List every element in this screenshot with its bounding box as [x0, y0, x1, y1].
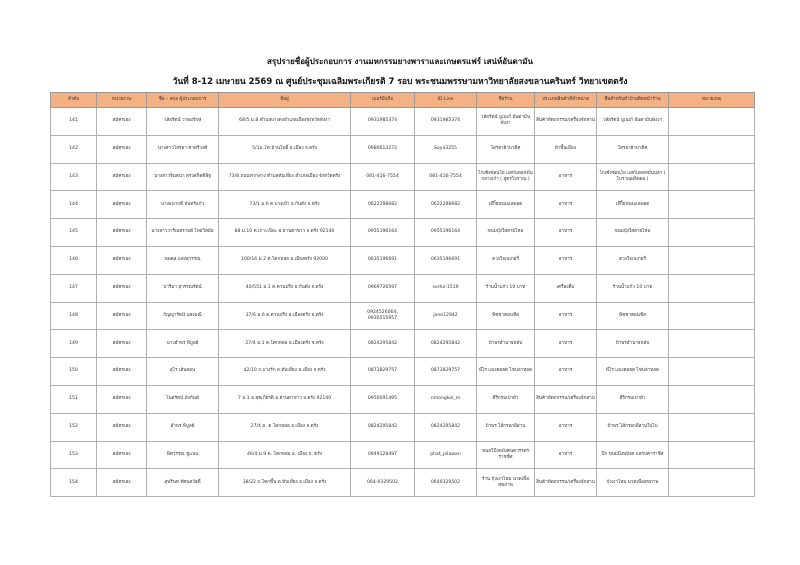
cell-name: โนสรัตน์ มังกันต์ — [147, 385, 219, 413]
cell-agency: สมัครเอง — [97, 358, 147, 386]
cell-agency: สมัครเอง — [97, 135, 147, 163]
cell-product-type: สินค้าหัตถกรรม/เครื่องจักสาน — [535, 385, 597, 413]
cell-no: 151 — [51, 385, 97, 413]
cell-line-id: 081-416-7554 — [415, 163, 477, 191]
table-row — [51, 469, 755, 497]
cell-name: นางสาวโสรยา ชาตรีวงศ์ — [147, 135, 219, 163]
table-row — [51, 191, 755, 219]
cell-product-type: เครื่องดื่ม — [535, 274, 597, 302]
cell-remark — [669, 219, 755, 247]
cell-shop-name: สิริกรมเป่าผ้า — [477, 385, 535, 413]
cell-line-id: 0955196164 — [415, 219, 477, 247]
cell-sign-name: พิชชาคอนชีส — [597, 302, 669, 330]
cell-sign-name: สิริกรมเป่าผ้า — [597, 385, 669, 413]
header-no: ลำดับ — [51, 93, 97, 108]
cell-name: ปาริมา สุวรรณรัตน์ — [147, 274, 219, 302]
cell-mobile: 0622298682 — [351, 191, 415, 219]
cell-no: 142 — [51, 135, 97, 163]
table-row — [51, 441, 755, 469]
cell-remark — [669, 441, 755, 469]
table-row — [51, 358, 755, 386]
cell-product-type: อาหาร — [535, 163, 597, 191]
cell-shop-name: ร้าน กุ้งเงาไหม นวดเพื่อสุขภาพ — [477, 469, 535, 497]
header-line-id: ID Line — [415, 93, 477, 108]
cell-product-type: อาหาร — [535, 330, 597, 358]
cell-address: 73/1 ม.6 ต.บางเป้า อ.กันตัง จ.ตรัง — [219, 191, 351, 219]
cell-shop-name: วลัยรัตน์ บูเนเก้ อันดามันพังงา — [477, 108, 535, 136]
cell-address: 40/551 ม.1 ต.ควนปริง อ.กันตัง จ.ตรัง — [219, 274, 351, 302]
exhibitor-table — [50, 92, 755, 497]
cell-shop-name: ป้าพร ไส้กรอกอีสาน — [477, 413, 535, 441]
cell-no: 154 — [51, 469, 97, 497]
cell-mobile: 0980613272 — [351, 135, 415, 163]
cell-remark — [669, 163, 755, 191]
cell-name: อำพร พิบูลย์ — [147, 413, 219, 441]
cell-agency: สมัครเอง — [97, 163, 147, 191]
cell-mobile: 0635196691 — [351, 246, 415, 274]
cell-line-id: nmongkol_m — [415, 385, 477, 413]
cell-remark — [669, 358, 755, 386]
cell-sign-name: ร้านน้ำแก้ว 10 บาท — [597, 274, 669, 302]
cell-remark — [669, 246, 755, 274]
table-row — [51, 330, 755, 358]
table-row — [51, 108, 755, 136]
cell-sign-name: พี่ไร แมงคอยด ไข่ปลาทอด — [597, 358, 669, 386]
cell-product-type: อาหาร — [535, 219, 597, 247]
cell-line-id: phat_pilawan — [415, 441, 477, 469]
table-body — [51, 108, 755, 497]
cell-mobile: 0969726597 — [351, 274, 415, 302]
cell-product-type: อาหาร — [535, 246, 597, 274]
cell-product-type: อาหาร — [535, 302, 597, 330]
cell-agency: สมัครเอง — [97, 441, 147, 469]
cell-shop-name: พี่ไร แมงคอยด ไข่ปลาทอด — [477, 358, 535, 386]
cell-agency: สมัครเอง — [97, 385, 147, 413]
cell-name: พิศวรรณ ชูแนบ — [147, 441, 219, 469]
cell-mobile: 081-416-7554 — [351, 163, 415, 191]
cell-remark — [669, 191, 755, 219]
cell-address: 42/10 ถ.บางรัก ต.ทับเที่ยง อ.เมือง จ.ตรัง — [219, 358, 351, 386]
cell-mobile: 0824295842 — [351, 413, 415, 441]
cell-remark — [669, 413, 755, 441]
cell-name: อุไร เส้นสอน — [147, 358, 219, 386]
table-row — [51, 385, 755, 413]
cell-mobile: 0873829757 — [351, 358, 415, 386]
table-row — [51, 274, 755, 302]
cell-mobile: 0824295842 — [351, 330, 415, 358]
cell-remark — [669, 469, 755, 497]
cell-line-id: 0824295842 — [415, 413, 477, 441]
cell-no: 152 — [51, 413, 97, 441]
cell-line-id: 0635196691 — [415, 246, 477, 274]
cell-line-id: jane12942 — [415, 302, 477, 330]
cell-mobile: 0949128497 — [351, 441, 415, 469]
table-row — [51, 135, 755, 163]
cell-sign-name: วลัยรัตน์ บูเนเก้ อันดามันพังงา — [597, 108, 669, 136]
cell-line-id: 0931985374 — [415, 108, 477, 136]
cell-name: นางสาวจินตนา ตรงสกิตติพิฐ — [147, 163, 219, 191]
cell-no: 153 — [51, 441, 97, 469]
cell-product-type: อาหาร — [535, 358, 597, 386]
cell-product-type: สินค้าหัตถกรรม/เครื่องจักสาน — [535, 108, 597, 136]
cell-line-id: Soya3255 — [415, 135, 477, 163]
cell-line-id: sorha-1519 — [415, 274, 477, 302]
cell-shop-name: เจ๊กิ้ยขนมแลพอด — [477, 191, 535, 219]
cell-product-type: อาหาร — [535, 441, 597, 469]
cell-sign-name: โสรยาผ้าบาติค — [597, 135, 669, 163]
cell-address: 88 ม.10 ต.เกาะเปียะ อ.ย่านตาขาว จ.ตรัง 92140 — [219, 219, 351, 247]
cell-sign-name: กุ้งเงาไหม นวดเพื่อสุขภาพ — [597, 469, 669, 497]
header-mobile: เบอร์มือถือ — [351, 93, 415, 108]
cell-mobile: 0950091495 — [351, 385, 415, 413]
cell-agency: สมัครเอง — [97, 413, 147, 441]
cell-address: 100/16 ม.2 ต.โคกหล่อ อ.เมืองตรัง 92000 — [219, 246, 351, 274]
cell-no: 145 — [51, 219, 97, 247]
cell-sign-name: ขนมบุ้งใส่สายไหม — [597, 219, 669, 247]
cell-name: นางธนากดี จันทร์แก้ว — [147, 191, 219, 219]
cell-agency: สมัครเอง — [97, 191, 147, 219]
table-row — [51, 246, 755, 274]
cell-sign-name: ดวงใจเบเกอรี่ — [597, 246, 669, 274]
cell-remark — [669, 330, 755, 358]
header-agency: หน่วยงาน — [97, 93, 147, 108]
document-subtitle: วันที่ 8-12 เมษายน 2569 ณ ศูนย์ประชุมเฉลิมพระเกียรติ 7 รอบ พระชนมพรรษามหาวิทยาลัยสงขลานครินทร์ วิทยาเขตตรัง — [172, 77, 628, 87]
cell-address: 7 ม.1 อ.สุขเกียรติ อ.ย่านตาขาว จ.ตรัง 92140 — [219, 385, 351, 413]
cell-no: 141 — [51, 108, 97, 136]
cell-no: 148 — [51, 302, 97, 330]
header-remark: หมายเหตุ — [669, 93, 755, 108]
cell-product-type: สินค้าหัตถกรรม/เครื่องจักสาน — [535, 469, 597, 497]
table-row — [51, 413, 755, 441]
document-title: สรุปรายชื่อผู้ประกอบการ งานมหกรรมยางพาราและเกษตรแฟร์ เสน่ห์อันดามัน — [267, 57, 533, 66]
cell-address: 5/1ม.7ต.บ้านโพธิ์ อ.เมือง จ.ตรัง — [219, 135, 351, 163]
cell-shop-name: พิชชาคอนชีส — [477, 302, 535, 330]
table-row — [51, 302, 755, 330]
cell-mobile: 064-0329502 — [351, 469, 415, 497]
cell-no: 143 — [51, 163, 97, 191]
cell-sign-name: ป้าพร ไส้กรอกอีสานใบไป — [597, 413, 669, 441]
cell-address: 38/22 ถ.โคกขึ้น ต.ทับเที่ยง อ.เมือง จ.ตรัง — [219, 469, 351, 497]
cell-shop-name: ขนมไปีงพบังคนตวรรดร ราชชีส — [477, 441, 535, 469]
cell-remark — [669, 135, 755, 163]
cell-agency: สมัครเอง — [97, 469, 147, 497]
cell-shop-name: โกเซ้งซ่อนโย แสก้นหอหมั่นกลางเก๋า ( สูตรโบราณ ) — [477, 163, 535, 191]
cell-address: 37/6 ม.6 ต.ควนปริง อ.เมืองตรัง จ.ตรัง — [219, 302, 351, 330]
cell-name: นางอำพร พิบูลย์ — [147, 330, 219, 358]
cell-agency: สมัครเอง — [97, 330, 147, 358]
cell-remark — [669, 385, 755, 413]
table-header-row — [51, 93, 755, 108]
cell-remark — [669, 108, 755, 136]
cell-mobile: 0931985374 — [351, 108, 415, 136]
table-row — [51, 219, 755, 247]
cell-name: นพดล แสงสุวรรณ — [147, 246, 219, 274]
cell-address: 68/5 ม.8 ตำบลบางดงอำเภอเมืองจังหวัดพังงา — [219, 108, 351, 136]
cell-mobile: 0924526064, 0930515957 — [351, 302, 415, 330]
cell-agency: สมัครเอง — [97, 302, 147, 330]
cell-sign-name: เจ๊กิ้ยขนมแลพอด — [597, 191, 669, 219]
cell-shop-name: ร้านน้ำแก้ว 10 บาท — [477, 274, 535, 302]
cell-line-id: 0873829757 — [415, 358, 477, 386]
cell-address: 27/4 ม. ต.โคกหล่อ อ.เมือง จ.ตรัง — [219, 413, 351, 441]
cell-product-type: ผ้าพื้นเมือง — [535, 135, 597, 163]
cell-shop-name: ดวงใจเบเกอรี่ — [477, 246, 535, 274]
cell-no: 146 — [51, 246, 97, 274]
header-name: ชื่อ – สกุล ผู้ประกอบการ — [147, 93, 219, 108]
header-product-type: ประเภทสินค้าที่จำหน่าย — [535, 93, 597, 108]
cell-line-id: 0640329502 — [415, 469, 477, 497]
cell-address: 27/4 ม.1 ต.โคกหล่อ อ.เมืองตรัง จ.ตรัง — [219, 330, 351, 358]
cell-no: 149 — [51, 330, 97, 358]
cell-name: กัญญารัตน์ แสงมณี — [147, 302, 219, 330]
cell-address: 73/8 ถนนท่ากลาง ตำบลทับเที่ยง อำเภอเมือง จังหวัดตรัง — [219, 163, 351, 191]
cell-agency: สมัครเอง — [97, 274, 147, 302]
cell-remark — [669, 274, 755, 302]
cell-no: 147 — [51, 274, 97, 302]
cell-sign-name: โกเซ้งซ่อนโย แสก้นหอหมั่นปลา ( โบราณผลิตผล ) — [597, 163, 669, 191]
cell-line-id: 0824295842 — [415, 330, 477, 358]
cell-agency: สมัครเอง — [97, 219, 147, 247]
cell-name: วลัยรัตน์ วาพยรักษ์ — [147, 108, 219, 136]
cell-address: 46/4 ม.9 ต. โคกหล่อ อ. เมือง จ. ตรัง — [219, 441, 351, 469]
cell-sign-name: ปีก ขนมปีงพบังค แฮรปคาราชีส — [597, 441, 669, 469]
cell-no: 150 — [51, 358, 97, 386]
header-sign-name: ชื่อสำหรับทำป้ายติดหน้าร้าน — [597, 93, 669, 108]
cell-remark — [669, 302, 755, 330]
cell-product-type: อาหาร — [535, 413, 597, 441]
cell-shop-name: ป้าพรอำนาจหลับ — [477, 330, 535, 358]
cell-agency: สมัครเอง — [97, 108, 147, 136]
cell-name: นางสาววาริณทรายด์ ไทยวิสมัย — [147, 219, 219, 247]
cell-product-type: อาหาร — [535, 191, 597, 219]
cell-shop-name: ขนมบุ้งใส่สายไหม — [477, 219, 535, 247]
cell-sign-name: ป้าพรอำนาจหลับ — [597, 330, 669, 358]
cell-line-id: 0622298682 — [415, 191, 477, 219]
table-row — [51, 163, 755, 191]
cell-shop-name: โสรยาผ้าบาติค — [477, 135, 535, 163]
header-address: ที่อยู่ — [219, 93, 351, 108]
cell-mobile: 0955196164 — [351, 219, 415, 247]
cell-no: 144 — [51, 191, 97, 219]
cell-name: สุพรินท ทัศนสวัสดิ์ — [147, 469, 219, 497]
header-shop-name: ชื่อร้าน — [477, 93, 535, 108]
cell-agency: สมัครเอง — [97, 246, 147, 274]
